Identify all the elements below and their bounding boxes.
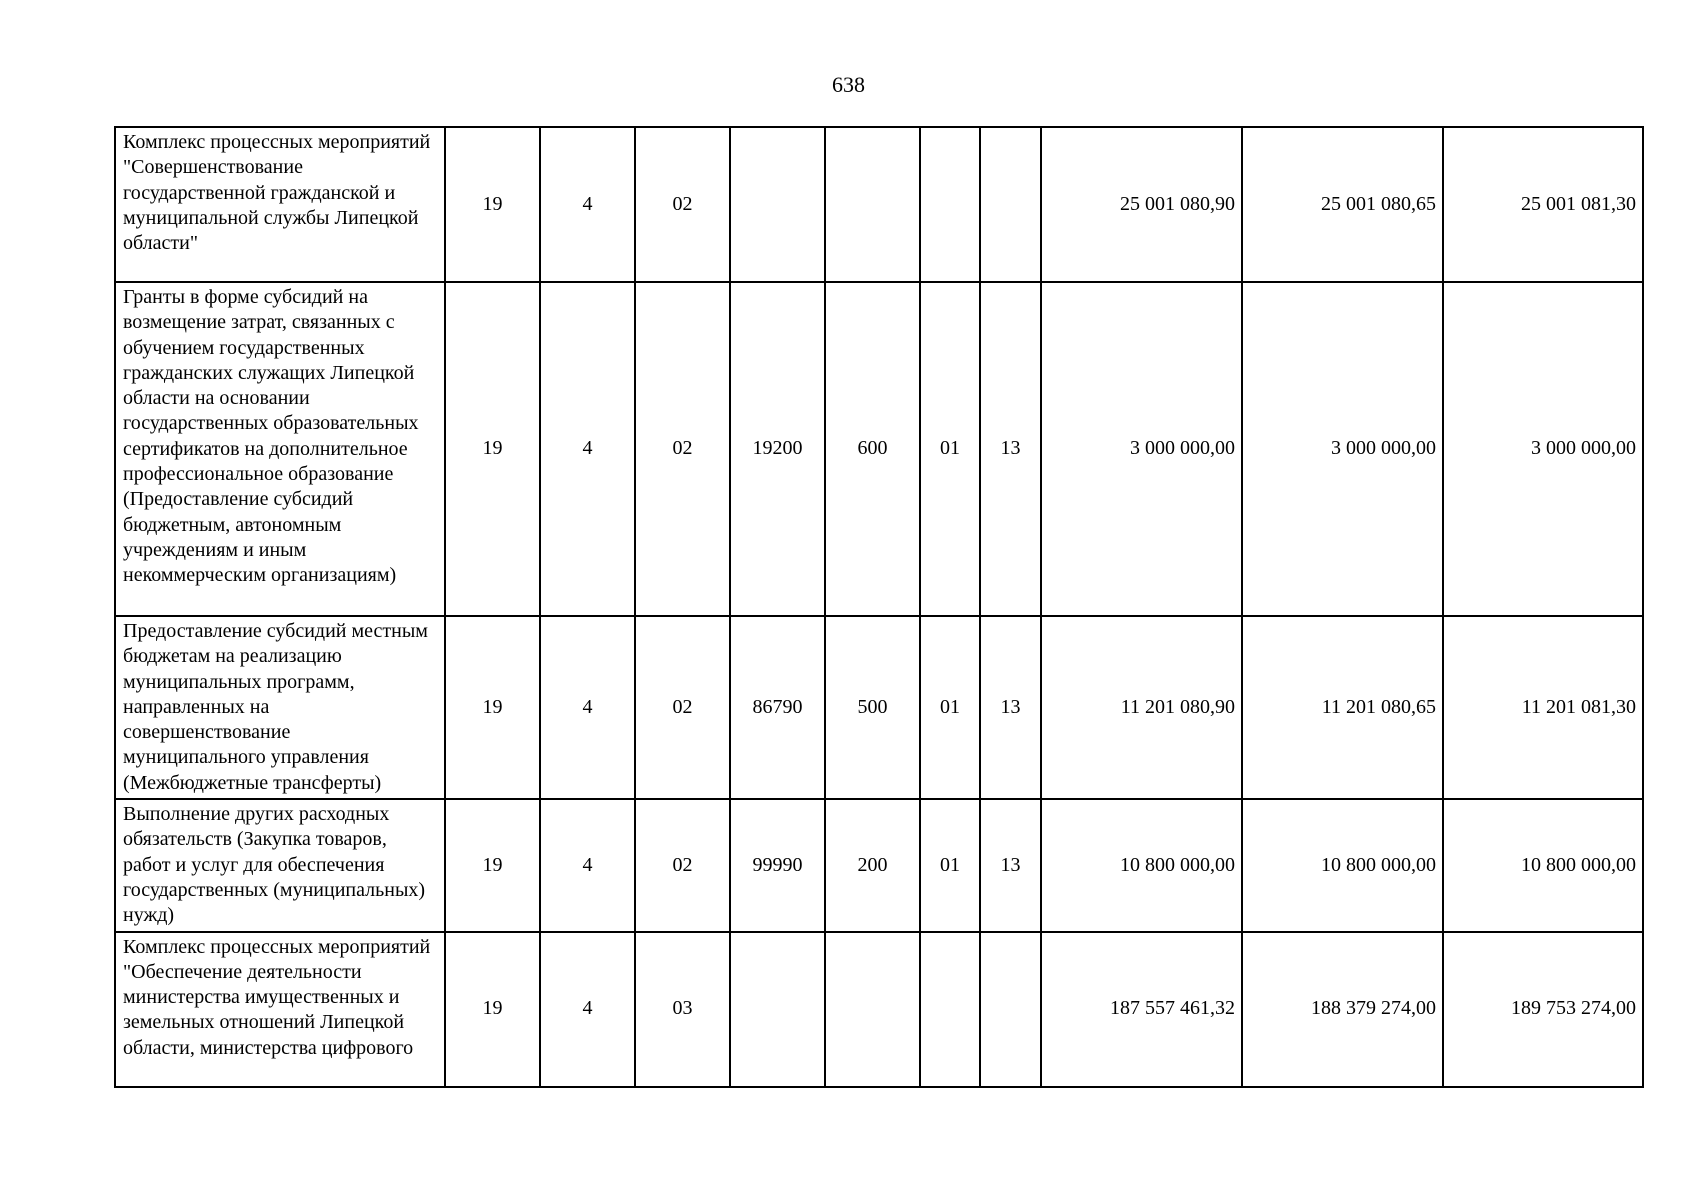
amount-cell: 25 001 081,30 [1443, 127, 1643, 282]
amount-cell: 188 379 274,00 [1242, 932, 1443, 1087]
code-cell: 99990 [730, 799, 825, 931]
code-cell: 02 [635, 282, 730, 616]
code-cell: 01 [920, 616, 980, 799]
row-description: Предоставление субсидий местным бюджетам на реализацию муниципальных программ, направленных на совершенствование муниципального управления (Межбюджетные трансферты) [115, 616, 445, 799]
code-cell [730, 932, 825, 1087]
code-cell: 02 [635, 616, 730, 799]
code-cell: 13 [980, 616, 1041, 799]
code-cell: 4 [540, 932, 635, 1087]
code-cell [825, 127, 920, 282]
code-cell: 01 [920, 799, 980, 931]
table-row [115, 616, 1643, 799]
amount-cell: 187 557 461,32 [1041, 932, 1242, 1087]
code-cell: 19 [445, 127, 540, 282]
code-cell: 200 [825, 799, 920, 931]
row-description: Гранты в форме субсидий на возмещение затрат, связанных с обучением государственных гражданских служащих Липецкой области на основании государственных образовательных сертификатов на дополнительное профессиональное образование (Предоставление субсидий бюджетным, автономным учреждениям и иным некоммерческим организациям) [115, 282, 445, 616]
code-cell: 13 [980, 282, 1041, 616]
code-cell [980, 932, 1041, 1087]
code-cell: 02 [635, 127, 730, 282]
code-cell: 4 [540, 282, 635, 616]
code-cell [980, 127, 1041, 282]
amount-cell: 11 201 080,65 [1242, 616, 1443, 799]
code-cell [920, 932, 980, 1087]
code-cell: 86790 [730, 616, 825, 799]
amount-cell: 11 201 081,30 [1443, 616, 1643, 799]
amount-cell: 3 000 000,00 [1242, 282, 1443, 616]
code-cell: 03 [635, 932, 730, 1087]
amount-cell: 189 753 274,00 [1443, 932, 1643, 1087]
code-cell: 4 [540, 799, 635, 931]
amount-cell: 25 001 080,90 [1041, 127, 1242, 282]
code-cell: 4 [540, 127, 635, 282]
table-row [115, 799, 1643, 931]
row-description: Комплекс процессных мероприятий "Обеспечение деятельности министерства имущественных и земельных отношений Липецкой области, министерства цифрового [115, 932, 445, 1087]
budget-table [114, 126, 1644, 1088]
code-cell: 13 [980, 799, 1041, 931]
code-cell: 500 [825, 616, 920, 799]
amount-cell: 3 000 000,00 [1041, 282, 1242, 616]
amount-cell: 10 800 000,00 [1041, 799, 1242, 931]
code-cell: 19 [445, 932, 540, 1087]
table-row [115, 932, 1643, 1087]
code-cell [825, 932, 920, 1087]
code-cell: 19 [445, 799, 540, 931]
code-cell: 02 [635, 799, 730, 931]
table-row [115, 127, 1643, 282]
code-cell: 600 [825, 282, 920, 616]
code-cell: 01 [920, 282, 980, 616]
amount-cell: 25 001 080,65 [1242, 127, 1443, 282]
row-description: Выполнение других расходных обязательств (Закупка товаров, работ и услуг для обеспечения государственных (муниципальных) нужд) [115, 799, 445, 931]
code-cell [920, 127, 980, 282]
amount-cell: 10 800 000,00 [1242, 799, 1443, 931]
code-cell: 4 [540, 616, 635, 799]
code-cell: 19200 [730, 282, 825, 616]
row-description: Комплекс процессных мероприятий "Совершенствование государственной гражданской и муниципальной службы Липецкой области" [115, 127, 445, 282]
page-number: 638 [832, 72, 865, 97]
code-cell: 19 [445, 616, 540, 799]
code-cell [730, 127, 825, 282]
amount-cell: 11 201 080,90 [1041, 616, 1242, 799]
amount-cell: 10 800 000,00 [1443, 799, 1643, 931]
code-cell: 19 [445, 282, 540, 616]
table-row [115, 282, 1643, 616]
amount-cell: 3 000 000,00 [1443, 282, 1643, 616]
